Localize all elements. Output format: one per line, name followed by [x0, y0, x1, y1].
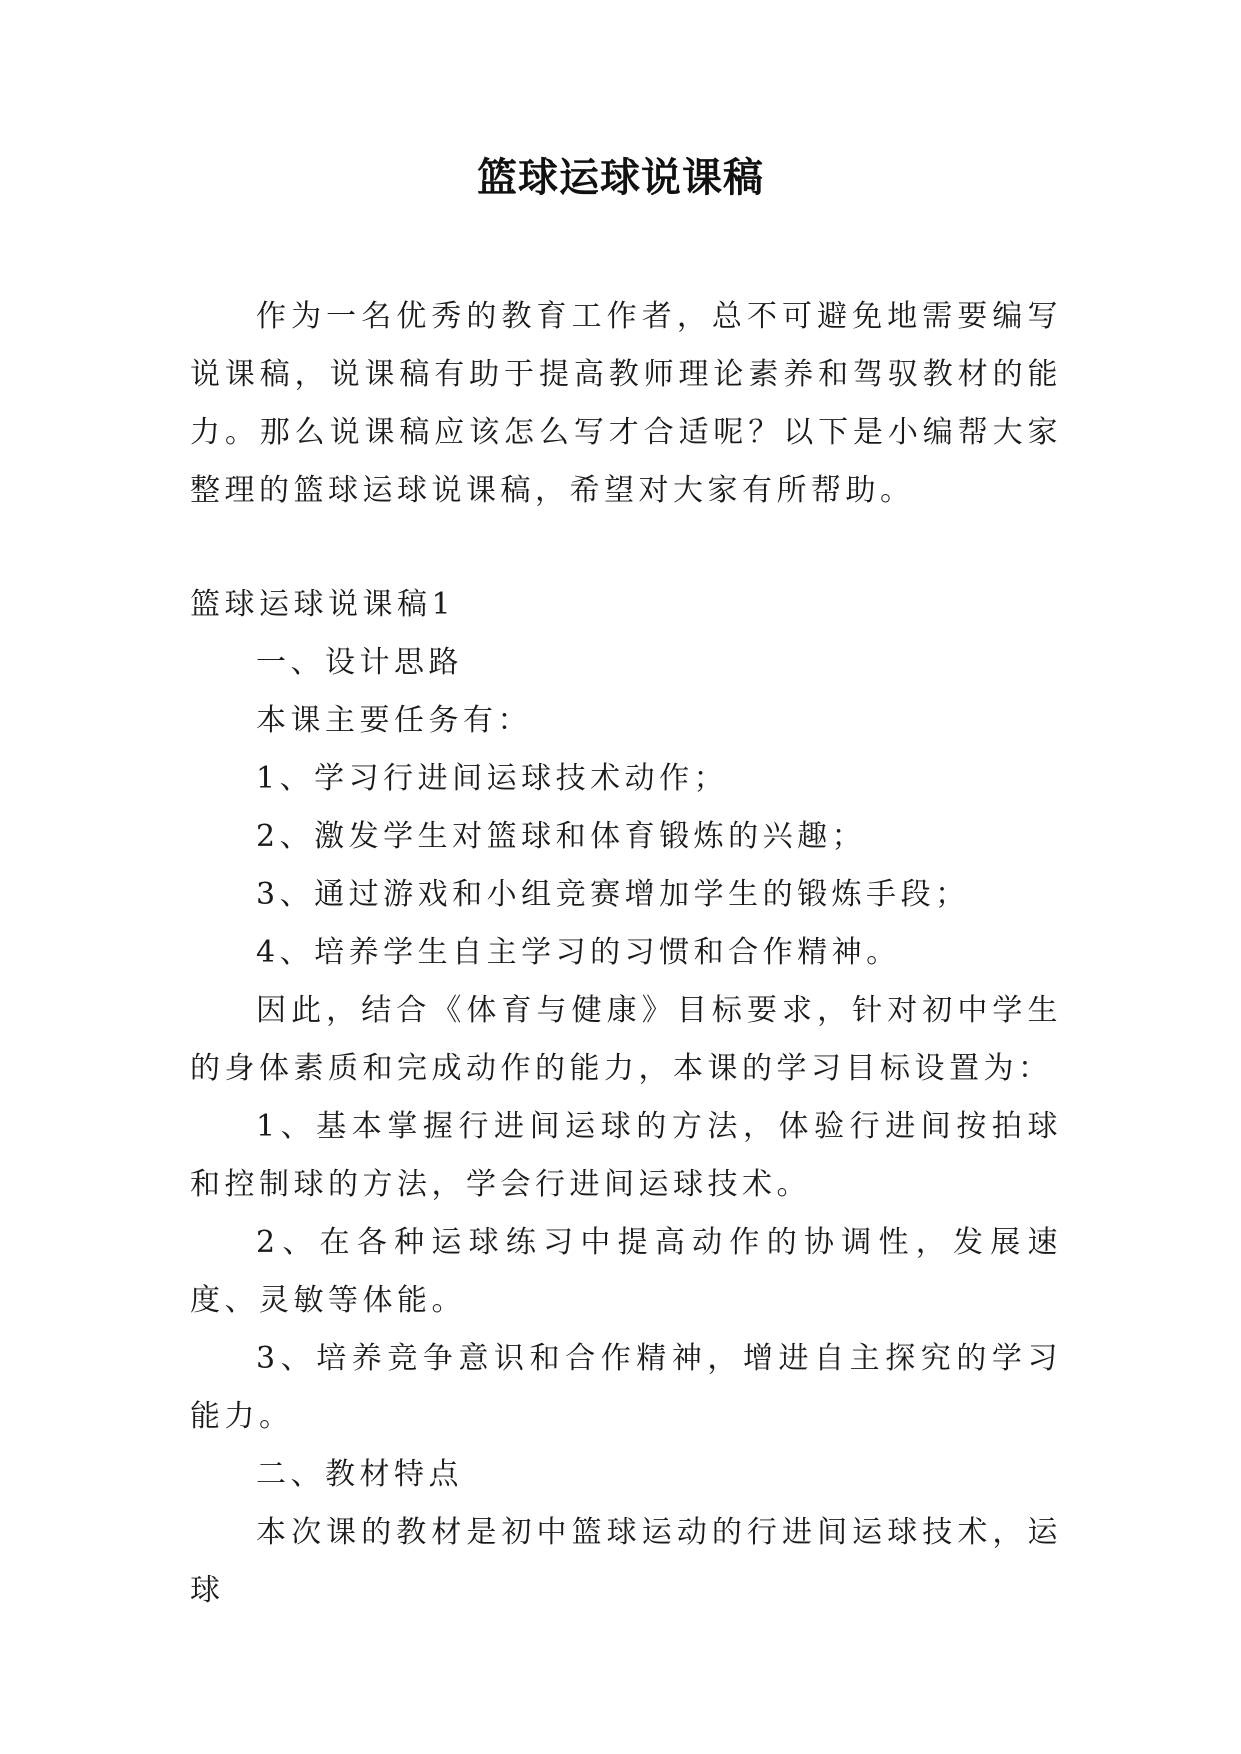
paragraph: 本次课的教材是初中篮球运动的行进间运球技术，运球 — [190, 1515, 1062, 1608]
section-1 — [190, 576, 1062, 1620]
section-heading: 篮球运球说课稿1 — [190, 587, 456, 622]
heading-design-ideas: 一、设计思路 — [256, 645, 463, 680]
list-item: 2、激发学生对篮球和体育锻炼的兴趣； — [256, 819, 867, 854]
list-item: 1、学习行进间运球技术动作； — [256, 761, 729, 796]
list-item: 3、通过游戏和小组竞赛增加学生的锻炼手段； — [256, 877, 970, 912]
paragraph: 本课主要任务有： — [256, 703, 532, 738]
list-item: 2、在各种运球练习中提高动作的协调性，发展速度、灵敏等体能。 — [190, 1225, 1062, 1318]
list-item: 1、基本掌握行进间运球的方法，体验行进间按拍球和控制球的方法，学会行进间运球技术。 — [190, 1109, 1062, 1202]
list-item: 3、培养竞争意识和合作精神，增进自主探究的学习能力。 — [190, 1341, 1062, 1434]
list-item: 4、培养学生自主学习的习惯和合作精神。 — [256, 935, 901, 970]
paragraph: 因此，结合《体育与健康》目标要求，针对初中学生的身体素质和完成动作的能力，本课的学习目标设置为： — [190, 993, 1062, 1086]
document-title: 篮球运球说课稿 — [477, 155, 764, 201]
intro-paragraph: 作为一名优秀的教育工作者，总不可避免地需要编写说课稿，说课稿有助于提高教师理论素养和驾驭教材的能力。那么说课稿应该怎么写才合适呢？以下是小编帮大家整理的篮球运球说课稿，希望对大家有所帮助。 — [190, 299, 1062, 508]
heading-textbook-features: 二、教材特点 — [256, 1457, 463, 1492]
